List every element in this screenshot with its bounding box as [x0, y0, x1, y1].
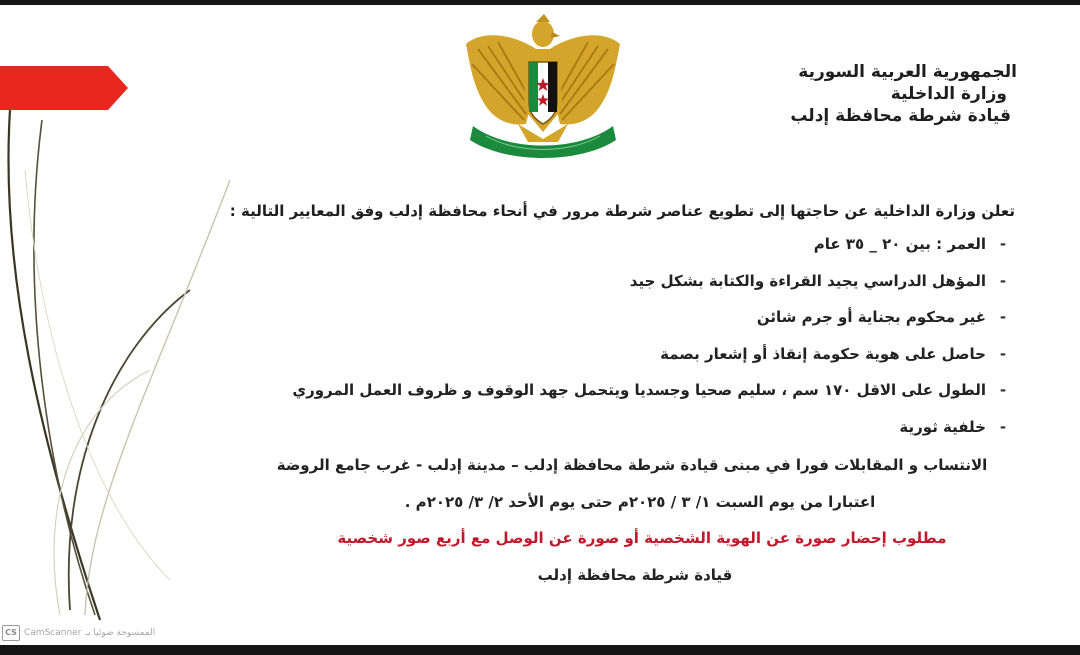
intro-paragraph: تعلن وزارة الداخلية عن حاجتها إلى تطويع عناصر شرطة مرور في أنحاء محافظة إدلب وفق المعايير التالية :: [229, 202, 1015, 220]
list-item: [300, 418, 1020, 455]
issuer-header: [697, 61, 1017, 127]
bullet-dash: -: [999, 235, 1007, 253]
top-border: [0, 0, 1080, 5]
syrian-eagle-emblem: [458, 14, 628, 160]
bottom-border: [0, 645, 1080, 655]
criterion-id: حاصل على هوية حكومة إنقاذ أو إشعار بصمة: [660, 344, 986, 363]
header-republic: الجمهورية العربية السورية: [798, 62, 1017, 82]
criterion-height: الطول على الاقل ١٧٠ سم ، سليم صحيا وجسديا ويتحمل جهد الوقوف و ظروف العمل المروري: [292, 381, 986, 399]
criterion-record: غير محكوم بجناية أو جرم شائن: [756, 308, 986, 326]
bullet-dash: -: [999, 381, 1007, 399]
camscanner-logo-icon: CS: [2, 625, 20, 641]
application-dates: اعتبارا من يوم السبت ١/ ٣ / ٢٠٢٥م حتى يوم الأحد ٢/ ٣/ ٢٠٢٥م .: [404, 493, 876, 511]
list-item: [300, 272, 1020, 309]
bullet-dash: -: [999, 308, 1007, 326]
camscanner-watermark: [2, 624, 155, 642]
list-item: [300, 235, 1020, 272]
bullet-dash: -: [999, 344, 1007, 363]
criteria-list: [292, 235, 1020, 454]
criterion-education: المؤهل الدراسي يجيد القراءة والكتابة بشكل جيد: [629, 271, 986, 290]
bullet-dash: -: [999, 271, 1007, 290]
list-item: [300, 308, 1020, 345]
watermark-text: CamScanner: [24, 628, 82, 638]
list-item: [292, 381, 1020, 418]
header-ministry: وزارة الداخلية: [890, 84, 1007, 104]
criterion-age: العمر : بين ٢٠ _ ٣٥ عام: [813, 235, 986, 253]
application-location: الانتساب و المقابلات فورا في مبنى قيادة شرطة محافظة إدلب – مدينة إدلب - غرب جامع الروضة: [276, 456, 988, 474]
watermark-faint-text: الممسوحة ضوئيا بـ: [85, 628, 156, 638]
criterion-background: خلفية ثورية: [899, 417, 986, 436]
bullet-dash: -: [999, 417, 1007, 436]
red-arrow-decoration: [0, 66, 128, 110]
list-item: [300, 345, 1020, 382]
signature: قيادة شرطة محافظة إدلب: [537, 566, 733, 584]
header-command: قيادة شرطة محافظة إدلب: [790, 106, 1011, 126]
required-documents: مطلوب إحضار صورة عن الهوية الشخصية أو صورة عن الوصل مع أربع صور شخصية: [337, 529, 947, 547]
grass-stroke-decoration: [0, 110, 240, 630]
